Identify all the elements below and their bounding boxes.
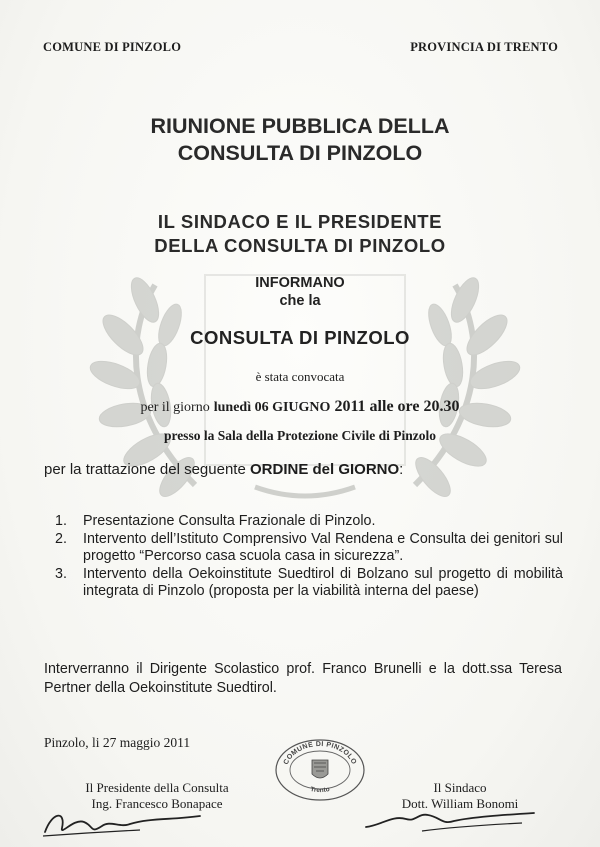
agenda-item-text: Intervento dell’Istituto Comprensivo Val Rendena e Consulta dei genitori sul progetto “Percorso casa scuola casa in sicurezza”. [83,530,563,564]
president-signature-scribble-icon [40,806,205,840]
informano-label: INFORMANO [255,275,345,291]
title-line-1: RIUNIONE PUBBLICA DELLA [150,114,450,138]
consulta-name: CONSULTA DI PINZOLO [190,327,410,348]
agenda-item [55,531,563,566]
agenda-item-text: Presentazione Consulta Frazionale di Pinzolo. [83,513,376,529]
stamp-top-text: COMUNE DI PINZOLO [282,740,358,766]
agenda-intro-suffix: : [399,461,404,478]
agenda-intro [44,461,403,478]
president-role: Il Presidente della Consulta [85,780,229,795]
mayor-name: Dott. William Bonomi [401,796,519,811]
header-comune: COMUNE DI PINZOLO [43,40,182,54]
agenda-item-number: 3. [55,565,67,582]
subtitle-line-2: DELLA CONSULTA DI PINZOLO [154,235,446,256]
mayor-signature-scribble-icon [362,805,537,835]
svg-text:Trento [310,786,331,794]
when-prefix: per il giorno [140,400,210,415]
agenda-item-text: Intervento della Oekoinstitute Suedtirol di Bolzano sul progetto di mobilità integrata di Pinzolo (proposta per la viabilità interna del paese) [83,565,563,599]
agenda-intro-bold: ORDINE del GIORNO [249,461,400,478]
agenda-item-number: 1. [55,513,67,529]
agenda-item [55,513,563,531]
president-name: Ing. Francesco Bonapace [91,796,223,811]
when-date-time: 2011 alle ore 20.30 [334,398,460,415]
agenda-item-number: 2. [55,530,67,547]
header-provincia: PROVINCIA DI TRENTO [410,40,558,54]
agenda-intro-prefix: per la trattazione del seguente [44,461,246,478]
closing-paragraph: Interverranno il Dirigente Scolastico prof. Franco Brunelli e la dott.ssa Teresa Pertner della Oekoinstitute Suedtirol. [44,661,562,696]
title-line-2: CONSULTA DI PINZOLO [177,141,423,165]
mayor-role: Il Sindaco [433,780,487,795]
meeting-place: presso la Sala della Protezione Civile di Pinzolo [163,428,437,443]
stamp-bottom-text: Trento [309,786,331,795]
convocata-text: è stata convocata [255,369,345,384]
agenda-item [55,566,563,601]
agenda-list [55,513,563,601]
meeting-when [0,398,600,416]
when-day: lunedì 06 GIUGNO [213,400,331,415]
date-place: Pinzolo, li 27 maggio 2011 [44,735,191,750]
subtitle-line-1: IL SINDACO E IL PRESIDENTE [157,211,443,232]
che-la-label: che la [279,293,321,309]
